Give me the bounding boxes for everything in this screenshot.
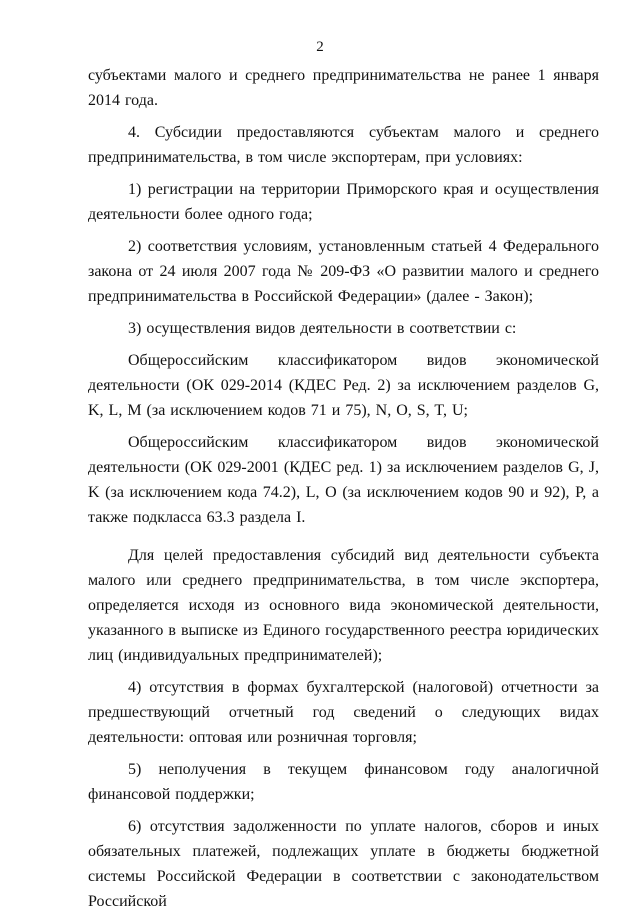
paragraph-condition-3: 3) осуществления видов деятельности в соответствии с: (128, 320, 517, 337)
paragraph-classifier-2014: Общероссийским классификатором видов экономической деятельности (ОК 029-2014 (КДЕС Ред. 2) за исключением разделов G, K, L, M (за исключением кодов 71 и 75), N, O, S, T, U; (88, 352, 599, 419)
paragraph-condition-5: 5) неполучения в текущем финансовом году аналогичной финансовой поддержки; (88, 761, 599, 803)
paragraph-continuation: субъектами малого и среднего предпринимательства не ранее 1 января 2014 года. (88, 67, 599, 109)
paragraph-activity-definition: Для целей предоставления субсидий вид деятельности субъекта малого или среднего предпринимательства, в том числе экспортера, определяется исходя из основного вида экономической деятельности, указанного в выписке из Единого государственного реестра юридических лиц (индивидуальных предпринимателей); (88, 547, 599, 664)
paragraph-classifier-2001: Общероссийским классификатором видов экономической деятельности (ОК 029-2001 (КДЕС ред. 1) за исключением разделов G, J, K (за исключением кода 74.2), L, O (за исключением кодов 90 и 92), P, а также подкласса 63.3 раздела I. (88, 434, 599, 526)
page-number: 2 (316, 39, 324, 55)
paragraph-item-4: 4. Субсидии предоставляются субъектам малого и среднего предпринимательства, в том числе экспортерам, при условиях: (88, 124, 599, 166)
paragraph-condition-6: 6) отсутствия задолженности по уплате налогов, сборов и иных обязательных платежей, подлежащих уплате в бюджеты бюджетной системы Российской Федерации в соответствии с законодательством Российской (88, 818, 599, 910)
paragraph-condition-1: 1) регистрации на территории Приморского края и осуществления деятельности более одного года; (88, 181, 599, 223)
paragraph-condition-4: 4) отсутствия в формах бухгалтерской (налоговой) отчетности за предшествующий отчетный год сведений о следующих видах деятельности: оптовая или розничная торговля; (88, 679, 599, 746)
paragraph-condition-2: 2) соответствия условиям, установленным статьей 4 Федерального закона от 24 июля 2007 года № 209-ФЗ «О развитии малого и среднего предпринимательства в Российской Федерации» (далее - Закон); (88, 238, 599, 305)
document-body (88, 63, 599, 914)
